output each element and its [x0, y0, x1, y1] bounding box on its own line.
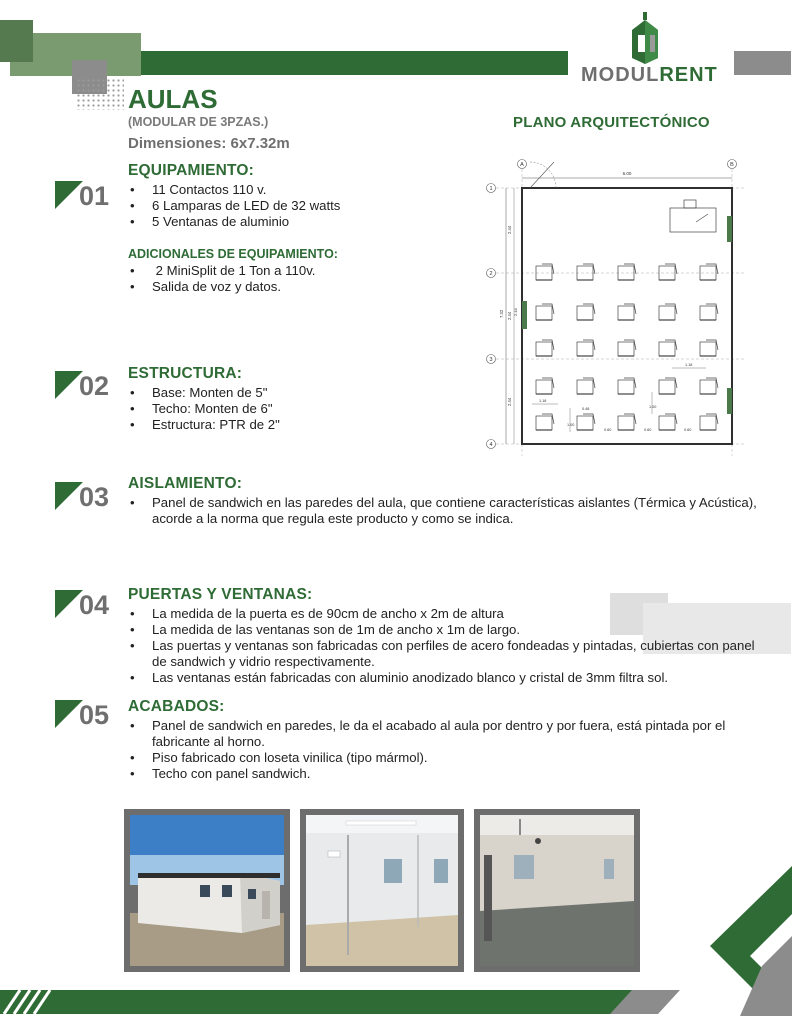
student-desk [618, 378, 636, 394]
section-02-number: 02 [79, 371, 110, 401]
list-item: • 11 Contactos 110 v. [128, 182, 458, 198]
section-02-title: ESTRUCTURA: [128, 365, 243, 382]
student-desk [577, 378, 595, 394]
student-desk [700, 414, 718, 430]
list-item: • Las puertas y ventanas son fabricadas con perfiles de acero fondeadas y pintadas, cubiertas con panel de sandwich y vidrio respectivamente. [128, 638, 758, 670]
student-desk [659, 378, 677, 394]
section-05-list [128, 718, 728, 782]
axis-row-label: 4 [489, 442, 493, 448]
student-desk [536, 304, 554, 320]
brand-name-part1: MODUL [581, 64, 660, 86]
list-item: • Panel de sandwich en paredes, le da el acabado al aula por dentro y por fuera, está pintada por el fabricante al horno. [128, 718, 728, 750]
floor-plan-drawing [484, 156, 752, 468]
student-desk [659, 414, 677, 430]
section-01-extra-title: ADICIONALES DE EQUIPAMIENTO: [128, 247, 338, 261]
dimensions-label: Dimensiones: 6x7.32m [128, 135, 290, 152]
page-subtitle: (MODULAR DE 3PZAS.) [128, 115, 269, 129]
header-green-bar [141, 51, 568, 75]
section-01-extra-list [128, 263, 458, 295]
plan-dim-d2: 2.44 [507, 311, 512, 320]
list-item: • 2 MiniSplit de 1 Ton a 110v. [128, 263, 458, 279]
footer-chevron-deco [680, 866, 792, 1016]
list-item: • Panel de sandwich en las paredes del aula, que contiene características aislantes (Térmica y Acústica), acorde a la norma que regula este producto y como se indica. [128, 495, 768, 527]
section-03-list [128, 495, 768, 527]
student-desk [659, 304, 677, 320]
section-01-list [128, 182, 458, 230]
section-04-title: PUERTAS Y VENTANAS: [128, 586, 313, 603]
list-item: • Base: Monten de 5" [128, 385, 458, 401]
student-desk [536, 378, 554, 394]
axis-row-label: 1 [489, 186, 493, 192]
student-desk [577, 304, 595, 320]
plan-dim-d1: 2.44 [507, 225, 512, 234]
list-item: • Estructura: PTR de 2" [128, 417, 458, 433]
axis-row-label: 3 [489, 357, 493, 363]
list-item: • 6 Lamparas de LED de 32 watts [128, 198, 458, 214]
student-desk [536, 414, 554, 430]
brand-name-part2: RENT [659, 64, 718, 86]
header-gray-block [734, 51, 791, 75]
plan-dim-s3: 0.48 [582, 407, 590, 411]
axis-col-a: A [520, 162, 524, 168]
list-item: • 5 Ventanas de aluminio [128, 214, 458, 230]
list-item: • Piso fabricado con loseta vinilica (tipo mármol). [128, 750, 728, 766]
footer-gray-slant [610, 990, 680, 1014]
section-02-list [128, 385, 458, 433]
footer-green-bar [0, 990, 632, 1014]
plan-title: PLANO ARQUITECTÓNICO [513, 114, 710, 131]
axis-row-label: 2 [489, 271, 493, 277]
student-desk [618, 340, 636, 356]
list-item: • Salida de voz y datos. [128, 279, 458, 295]
floor-plan [484, 156, 752, 468]
student-desk [577, 414, 595, 430]
axis-col-b: B [730, 162, 734, 168]
section-04-number: 04 [79, 590, 110, 620]
photo-interior-1 [300, 809, 464, 972]
student-desk [577, 264, 595, 280]
student-desk [536, 264, 554, 280]
plan-dim-s5: 0.60 [644, 428, 652, 432]
student-desk [659, 340, 677, 356]
page-title: AULAS [128, 84, 218, 114]
photo-exterior [124, 809, 290, 972]
student-desk [536, 340, 554, 356]
section-05-title: ACABADOS: [128, 698, 225, 715]
plan-dim-s6: 0.60 [684, 428, 692, 432]
student-desk [618, 304, 636, 320]
plan-dim-s2: 1.18 [539, 399, 547, 403]
plan-dim-d3: 2.44 [507, 397, 512, 406]
header-deco-square-dark [0, 20, 33, 62]
plan-dim-height: 7.32 [499, 309, 504, 318]
plan-dim-s7: 1.00 [567, 423, 575, 427]
section-03-title: AISLAMIENTO: [128, 475, 243, 492]
photo-interior-2 [474, 809, 640, 972]
student-desk [577, 340, 595, 356]
plan-dim-s4: 0.60 [604, 428, 612, 432]
list-item: • Techo: Monten de 6" [128, 401, 458, 417]
section-01-number: 01 [79, 181, 110, 211]
section-01-title: EQUIPAMIENTO: [128, 162, 255, 179]
footer-stripes [0, 990, 60, 1014]
plan-dim-s1: 1.18 [685, 363, 693, 367]
student-desk [659, 264, 677, 280]
section-05-number: 05 [79, 700, 110, 730]
section-04-list [128, 606, 758, 686]
list-item: • Techo con panel sandwich. [128, 766, 728, 782]
list-item: • Las ventanas están fabricadas con aluminio anodizado blanco y cristal de 3mm filtra sol. [128, 670, 758, 686]
student-desk [700, 304, 718, 320]
plan-dim-width: 6.00 [622, 171, 632, 176]
student-desk [700, 264, 718, 280]
list-item: • La medida de las ventanas son de 1m de ancho x 1m de largo. [128, 622, 758, 638]
modulrent-logo-icon [580, 8, 730, 64]
list-item: • La medida de la puerta es de 90cm de ancho x 2m de altura [128, 606, 758, 622]
student-desk [700, 378, 718, 394]
plan-dim-side: 2.44 [513, 308, 518, 316]
student-desk [700, 340, 718, 356]
student-desk [618, 264, 636, 280]
plan-dim-s8: 1.00 [649, 405, 657, 409]
student-desk [618, 414, 636, 430]
header-deco-dots [76, 78, 124, 110]
brand-logo [580, 8, 730, 88]
section-03-number: 03 [79, 482, 110, 512]
